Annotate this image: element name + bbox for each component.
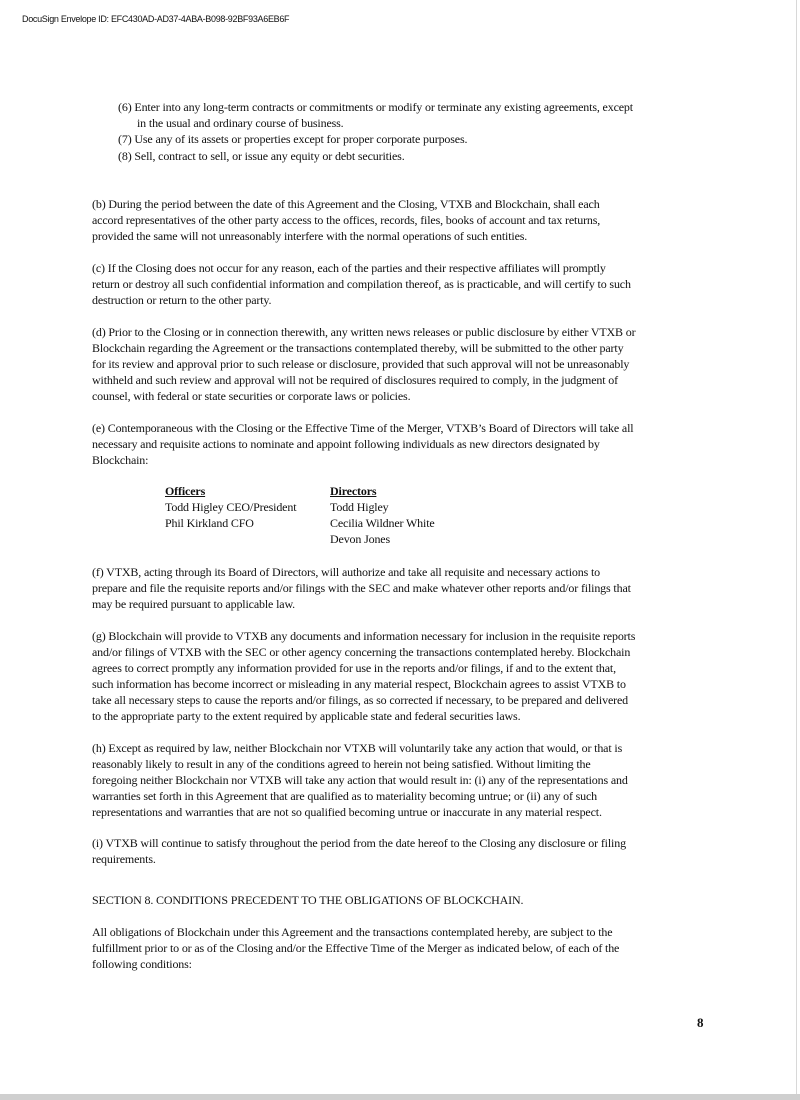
director-name: Todd Higley [330, 500, 389, 515]
line: (c) If the Closing does not occur for any reason, each of the parties and their respective affiliates will promptly [92, 261, 606, 275]
line: take all necessary steps to cause the reports and/or filings, as so corrected if necessary, to be prepared and delivered [92, 693, 628, 708]
officer-name: Phil Kirkland CFO [165, 516, 254, 531]
line: (i) VTXB will continue to satisfy throughout the period from the date hereof to the Closing any disclosure or filing [92, 836, 626, 850]
director-name: Devon Jones [330, 532, 391, 547]
line: (g) Blockchain will provide to VTXB any documents and information necessary for inclusion in the requisite reports [92, 629, 636, 643]
page-edge-bottom [0, 1094, 800, 1100]
line: warranties set forth in this Agreement that are qualified as to materiality becoming untrue; or (ii) any of such [92, 789, 598, 804]
line: necessary and requisite actions to nominate and appoint following individuals as new directors designated by [92, 437, 600, 452]
line: and/or filings of VTXB with the SEC or other agency concerning the transactions contemplated hereby. Blockchain [92, 645, 631, 660]
officers-column [165, 483, 296, 531]
line: Blockchain regarding the Agreement or the transactions contemplated thereby, will be submitted to the other party [92, 341, 624, 356]
paragraph-e [92, 420, 633, 468]
paragraph-g [92, 628, 635, 725]
paragraph-f [92, 564, 631, 612]
paragraph-c [92, 260, 631, 308]
line: (8) Sell, contract to sell, or issue any equity or debt securities. [118, 149, 405, 163]
line: reasonably likely to result in any of the conditions agreed to herein not being satisfied. Without limiting the [92, 757, 591, 772]
paragraph-conditions [92, 924, 619, 972]
list-item-8 [118, 148, 405, 164]
line: (f) VTXB, acting through its Board of Directors, will authorize and take all requisite and necessary actions to [92, 565, 600, 579]
line: following conditions: [92, 957, 192, 972]
line: provided the same will not unreasonably interfere with the normal operations of such entities. [92, 229, 528, 244]
directors-column [330, 483, 435, 547]
page-number: 8 [697, 1015, 704, 1030]
line: All obligations of Blockchain under this Agreement and the transactions contemplated hereby, are subject to the [92, 925, 613, 939]
line: to the appropriate party to the extent required by applicable state and federal securities laws. [92, 709, 521, 724]
paragraph-d [92, 324, 635, 404]
paragraph-h [92, 740, 628, 820]
page-edge-right [796, 0, 797, 1095]
line: SECTION 8. CONDITIONS PRECEDENT TO THE OBLIGATIONS OF BLOCKCHAIN. [92, 893, 524, 907]
line: return or destroy all such confidential information and compilation thereof, as is practicable, and will certify to such [92, 277, 631, 292]
line: foregoing neither Blockchain nor VTXB will take any action that would result in: (i) any of the representations and [92, 773, 628, 788]
paragraph-i [92, 835, 626, 867]
line: representations and warranties that are not so qualified becoming untrue or inaccurate in any material respect. [92, 805, 602, 820]
officer-name: Todd Higley CEO/President [165, 500, 297, 515]
line: destruction or return to the other party. [92, 293, 272, 308]
line: prepare and file the requisite reports and/or filings with the SEC and make whatever other reports and/or filings that [92, 581, 631, 596]
line: in the usual and ordinary course of business. [137, 116, 344, 131]
directors-heading: Directors [330, 484, 377, 498]
line: (b) During the period between the date of this Agreement and the Closing, VTXB and Blockchain, shall each [92, 197, 600, 211]
line: requirements. [92, 852, 156, 867]
line: fulfillment prior to or as of the Closing and/or the Effective Time of the Merger as indicated below, of each of the [92, 941, 620, 956]
line: such information has become incorrect or misleading in any material respect, Blockchain agrees to assist VTXB to [92, 677, 626, 692]
list-item-6 [118, 99, 633, 131]
section-heading [92, 892, 523, 908]
line: (6) Enter into any long-term contracts or commitments or modify or terminate any existing agreements, except [118, 100, 633, 114]
line: (d) Prior to the Closing or in connection therewith, any written news releases or public disclosure by either VTXB or [92, 325, 636, 339]
director-name: Cecilia Wildner White [330, 516, 435, 531]
line: withheld and such review and approval will not be required of disclosures required to comply, in the judgment of [92, 373, 618, 388]
line: accord representatives of the other party access to the offices, records, files, books of account and tax returns, [92, 213, 601, 228]
envelope-id: DocuSign Envelope ID: EFC430AD-AD37-4ABA-B098-92BF93A6EB6F [22, 14, 290, 24]
line: Blockchain: [92, 453, 149, 468]
line: (e) Contemporaneous with the Closing or the Effective Time of the Merger, VTXB’s Board of Directors will take all [92, 421, 634, 435]
line: may be required pursuant to applicable law. [92, 597, 296, 612]
line: for its review and approval prior to such release or disclosure, provided that such approval will not be unreasonably [92, 357, 630, 372]
line: agrees to correct promptly any information provided for use in the reports and/or filings, if and to the extent that, [92, 661, 616, 676]
paragraph-b [92, 196, 600, 244]
officers-heading: Officers [165, 484, 206, 498]
list-item-7 [118, 131, 467, 147]
line: (h) Except as required by law, neither Blockchain nor VTXB will voluntarily take any action that would, or that is [92, 741, 623, 755]
line: (7) Use any of its assets or properties except for proper corporate purposes. [118, 132, 468, 146]
line: counsel, with federal or state securities or corporate laws or policies. [92, 389, 411, 404]
